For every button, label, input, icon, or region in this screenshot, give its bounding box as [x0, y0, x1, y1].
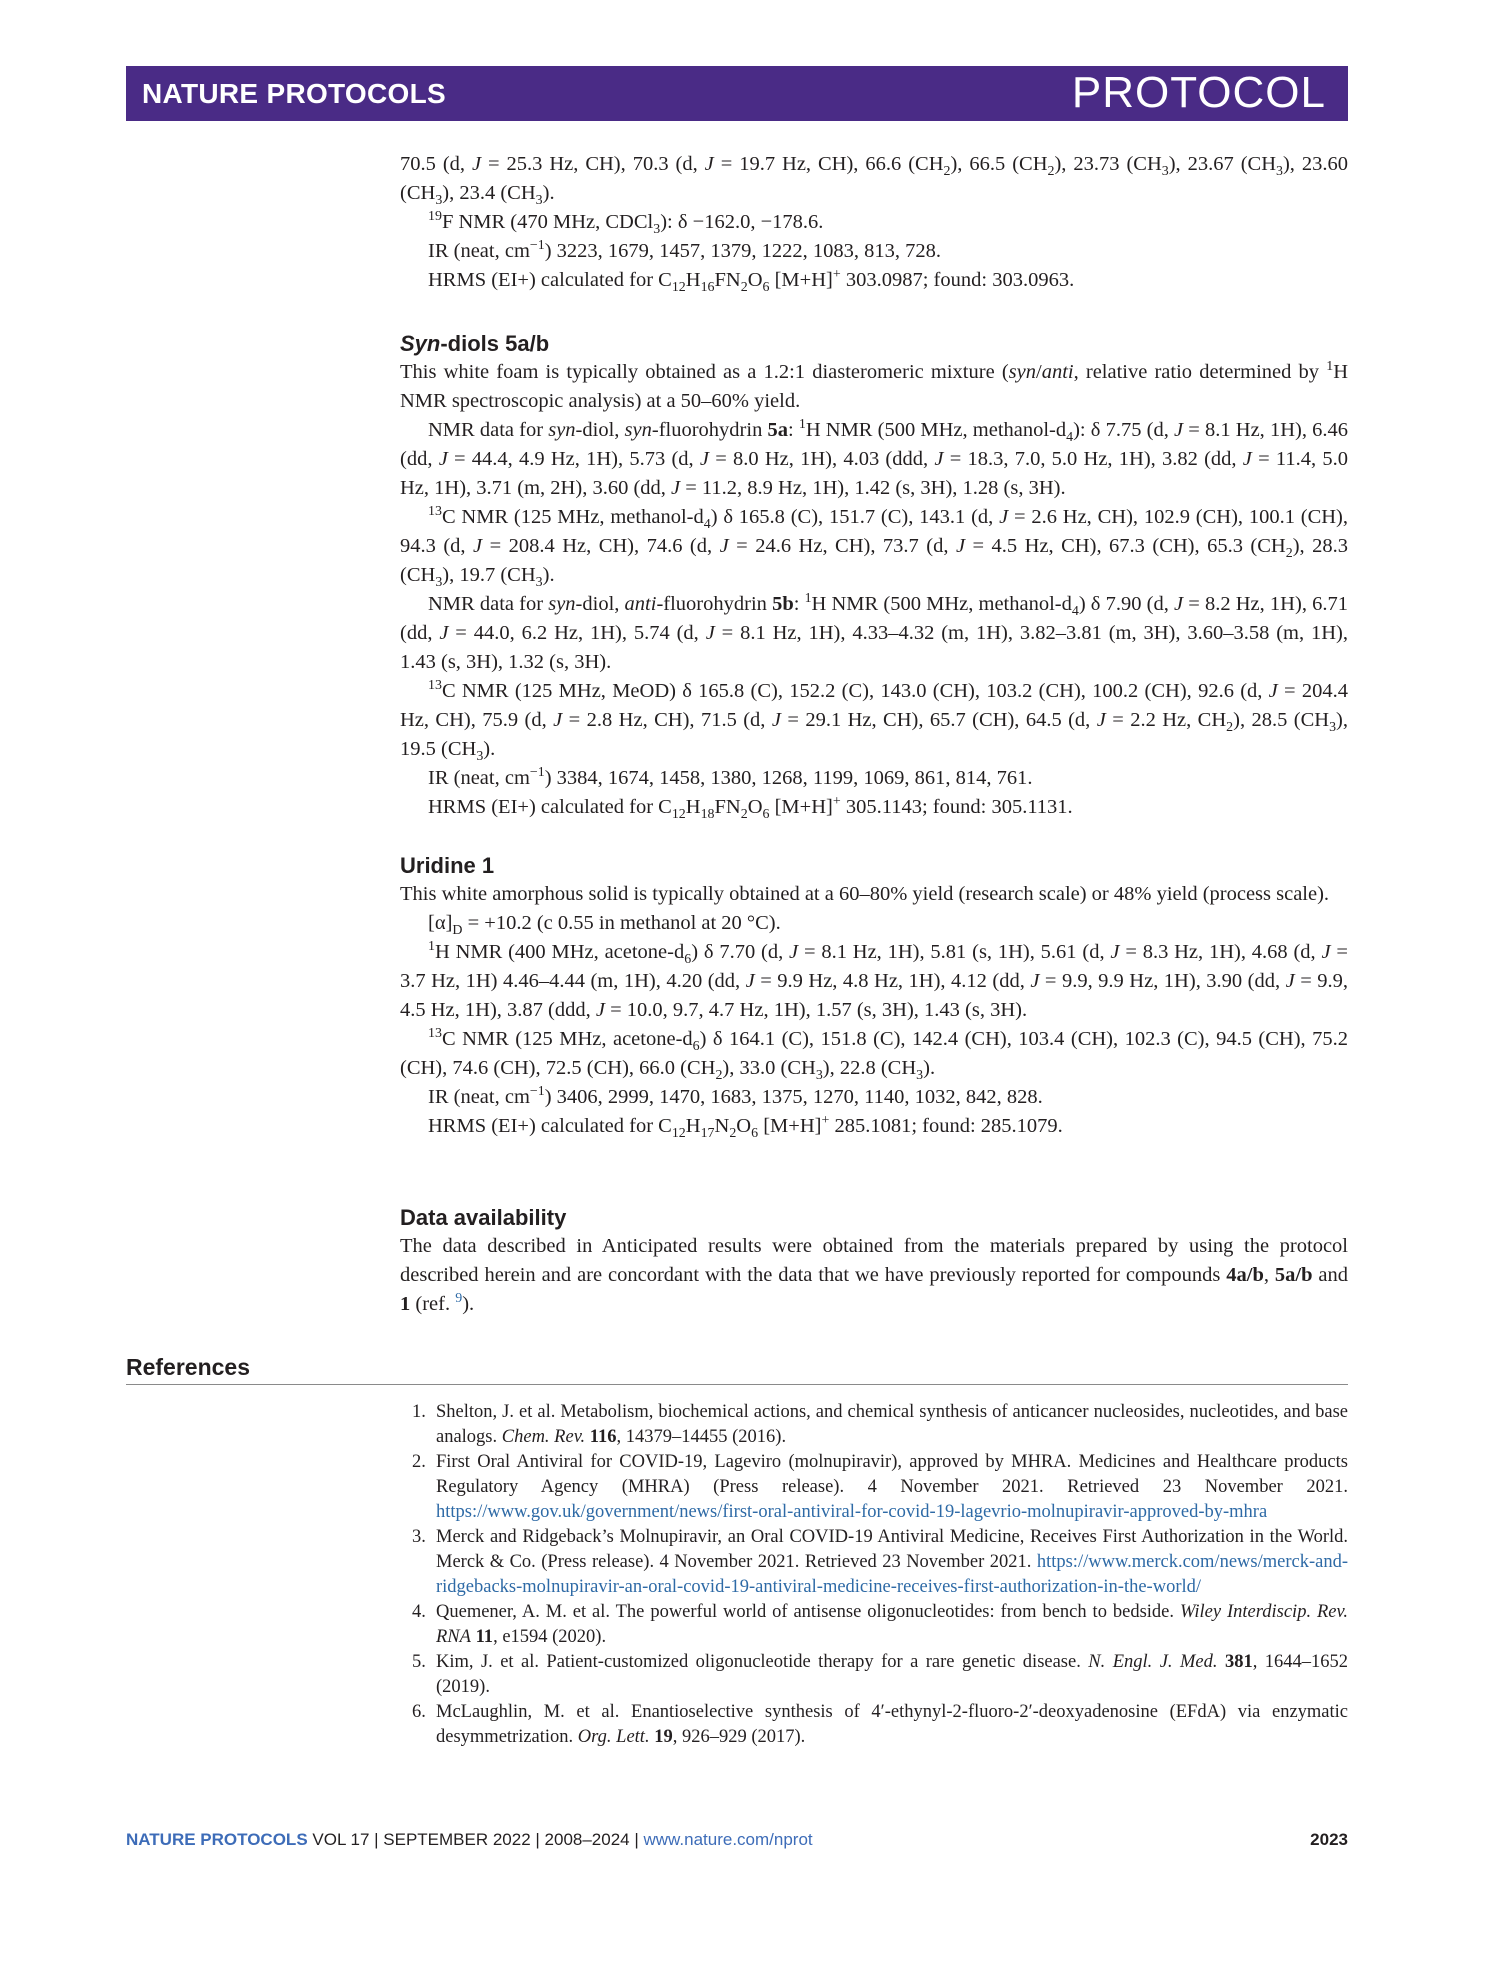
paragraph: $^{13}$C NMR (125 MHz, methanol-$d_4$) δ 165.8 (C), 151.7 (C), 143.1 (d, J = 2.6 Hz, CH), 102.9 (CH), 100.1 (CH), 94.3 (d, J = 208.4 Hz, CH), 74.6 (d, J = 24.6 Hz, CH), 73.7 (d, J = 4.5 Hz, CH), 67.3 (CH), 65.3 $(CH_2)$, 28.3 $(CH_3)$, 19.7 $(CH_3)$. [400, 504, 1349, 591]
paragraph: HRMS (EI+) calculated for $C_{12}H_{17}N_2O_6$ [M+H]+ 285.1081; found: 285.1079. [428, 1113, 1063, 1142]
paragraph: NMR data for syn-diol, syn-fluorohydrin 5a: $^1$H NMR (500 MHz, methanol-$d_4$): δ 7.75 (d, J = 8.1 Hz, 1H), 6.46 (dd, J = 44.4, 4.9 Hz, 1H), 5.73 (d, J = 8.0 Hz, 1H), 4.03 (ddd, J = 18.3, 7.0, 5.0 Hz, 1H), 3.82 (dd, J = 11.4, 5.0 Hz, 1H), 3.71 (m, 2H), 3.60 (dd, J = 11.2, 8.9 Hz, 1H), 1.42 (s, 3H), 1.28 (s, 3H). [400, 417, 1348, 499]
reference-item: 6. McLaughlin, M. et al. Enantioselective synthesis of 4′-ethynyl-2-fluoro-2′-deoxyadenosine (EFdA) via enzymatic desymmetrization. Org. Lett. 19, 926–929 (2017). [412, 1702, 1348, 1747]
paragraph: IR (neat, $cm^{-1}$) 3384, 1674, 1458, 1380, 1268, 1199, 1069, 861, 814, 761. [428, 765, 1033, 789]
header-band [126, 66, 1348, 121]
references-divider [126, 1384, 1348, 1385]
reference-item: 1. Shelton, J. et al. Metabolism, biochemical actions, and chemical synthesis of anticancer nucleosides, nucleotides, and base analogs. Chem. Rev. 116, 14379–14455 (2016). [412, 1402, 1348, 1447]
paragraph: This white amorphous solid is typically obtained at a 60–80% yield (research scale) or 48% yield (process scale). [400, 883, 1330, 905]
paragraph: NMR data for syn-diol, anti-fluorohydrin 5b: $^1$H NMR (500 MHz, methanol-$d_4$) δ 7.90 (d, J = 8.2 Hz, 1H), 6.71 (dd, J = 44.0, 6.2 Hz, 1H), 5.74 (d, J = 8.1 Hz, 1H), 4.33–4.32 (m, 1H), 3.82–3.81 (m, 3H), 3.60–3.58 (m, 1H), 1.43 (s, 3H), 1.32 (s, 3H). [400, 591, 1349, 673]
paragraph: $^{13}$C NMR (125 MHz, acetone-$d_6$) δ 164.1 (C), 151.8 (C), 142.4 (CH), 103.4 (CH), 102.3 (C), 94.5 (CH), 75.2 (CH), 74.6 (CH), 72.5 (CH), 66.0 $(CH_2)$, 33.0 $(CH_3)$, 22.8 $(CH_3)$. [400, 1026, 1349, 1084]
page-footer [126, 1830, 1348, 1850]
carryover-c13: 70.5 (d, J = 25.3 Hz, CH), 70.3 (d, J = 19.7 Hz, CH), 66.6 $(CH_2)$, 66.5 $(CH_2)$, 23.73 $(CH_3)$, 23.67 $(CH_3)$, 23.60 $(CH_3)$, 23.4 $(CH_3)$. [400, 153, 1349, 209]
section-uridine [400, 852, 1348, 1141]
footer-journal: NATURE PROTOCOLS [126, 1830, 308, 1849]
reference-link[interactable]: https://www.gov.uk/government/news/first-oral-antiviral-for-covid-19-lagevrio-molnupiravir-approved-by-mhra [436, 1502, 1268, 1522]
carryover-f19: $^{19}$F NMR (470 MHz, CDCl$_3$): δ −162.0, −178.6. [428, 209, 824, 238]
reference-item: 3. Merck and Ridgeback’s Molnupiravir, an Oral COVID-19 Antiviral Medicine, Receives First Authorization in the World. Merck & Co. (Press release). 4 November 2021. Retrieved 23 November 2021. https://www.merck.com/news/merck-and-ridgebacks-molnupiravir-an-oral-covid-19-antiviral-medicine-receives-first-authorization-in-the-world/ [412, 1527, 1348, 1597]
footer-issue: VOL 17 | SEPTEMBER 2022 | 2008–2024 | [312, 1830, 639, 1849]
page-number: 2023 [1310, 1830, 1348, 1849]
section-heading: Syn-diols 5a/b [400, 331, 550, 356]
paragraph: $[\alpha]_D = +10.2$ (c 0.55 in methanol at 20 °C). [428, 912, 781, 939]
reference-list [414, 1400, 1348, 1750]
section-syn-diols [400, 330, 1348, 822]
section-heading: Data availability [400, 1205, 567, 1230]
carryover-block [400, 150, 1348, 295]
journal-name: NATURE PROTOCOLS [142, 78, 446, 109]
reference-link[interactable]: https://www.merck.com/news/merck-and-ridgebacks-molnupiravir-an-oral-covid-19-antiviral-medicine-receives-first-authorization-in-the-world/ [436, 1552, 1348, 1597]
reference-item: 5. Kim, J. et al. Patient-customized oligonucleotide therapy for a rare genetic disease. N. Engl. J. Med. 381, 1644–1652 (2019). [412, 1652, 1349, 1697]
paragraph: $^1$H NMR (400 MHz, acetone-$d_6$) δ 7.70 (d, J = 8.1 Hz, 1H), 5.81 (s, 1H), 5.61 (d, J = 8.3 Hz, 1H), 4.68 (d, J = 3.7 Hz, 1H) 4.46–4.44 (m, 1H), 4.20 (dd, J = 9.9 Hz, 4.8 Hz, 1H), 4.12 (dd, J = 9.9, 9.9 Hz, 1H), 3.90 (dd, J = 9.9, 4.5 Hz, 1H), 3.87 (ddd, J = 10.0, 9.7, 4.7 Hz, 1H), 1.57 (s, 3H), 1.43 (s, 3H). [400, 939, 1348, 1021]
section-data-availability [400, 1204, 1348, 1319]
paragraph: This white foam is typically obtained as a 1.2:1 diasteromeric mixture (syn/anti, relative ratio determined by $^1$H NMR spectroscopic analysis) at a 50–60% yield. [400, 359, 1348, 412]
reference-item: 4. Quemener, A. M. et al. The powerful world of antisense oligonucleotides: from bench to bedside. Wiley Interdiscip. Rev. RNA 11, e1594 (2020). [412, 1602, 1348, 1647]
article-type: PROTOCOL [1071, 68, 1326, 117]
footer-url[interactable]: www.nature.com/nprot [643, 1830, 813, 1849]
reference-item: 2. First Oral Antiviral for COVID-19, Lageviro (molnupiravir), approved by MHRA. Medicines and Healthcare products Regulatory Agency (MHRA) (Press release). 4 November 2021. Retrieved 23 November 2021. https://www.gov.uk/government/news/first-oral-antiviral-for-covid-19-lagevrio-molnupiravir-approved-by-mhra [412, 1452, 1348, 1522]
carryover-ir: IR (neat, $cm^{-1}$) 3223, 1679, 1457, 1379, 1222, 1083, 813, 728. [428, 238, 942, 262]
references-heading: References [126, 1354, 251, 1380]
section-heading: Uridine 1 [400, 853, 495, 878]
paragraph: IR (neat, $cm^{-1}$) 3406, 2999, 1470, 1683, 1375, 1270, 1140, 1032, 842, 828. [428, 1084, 1043, 1108]
carryover-hrms: HRMS (EI+) calculated for $C_{12}H_{16}FN_2O_6$ [M+H]+ 303.0987; found: 303.0963. [428, 267, 1075, 296]
paragraph: The data described in Anticipated results were obtained from the materials prepared by using the protocol described herein and are concordant with the data that we have previously reported for compounds 4a/b, 5a/b and 1 (ref. $^9$). [400, 1235, 1349, 1315]
paragraph: $^{13}$C NMR (125 MHz, MeOD) δ 165.8 (C), 152.2 (C), 143.0 (CH), 103.2 (CH), 100.2 (CH), 92.6 (d, J = 204.4 Hz, CH), 75.9 (d, J = 2.8 Hz, CH), 71.5 (d, J = 29.1 Hz, CH), 65.7 (CH), 64.5 (d, J = 2.2 Hz, $CH_2$), 28.5 $(CH_3)$, 19.5 $(CH_3)$. [400, 678, 1348, 765]
paragraph: HRMS (EI+) calculated for $C_{12}H_{18}FN_2O_6$ [M+H]+ 305.1143; found: 305.1131. [428, 794, 1073, 823]
